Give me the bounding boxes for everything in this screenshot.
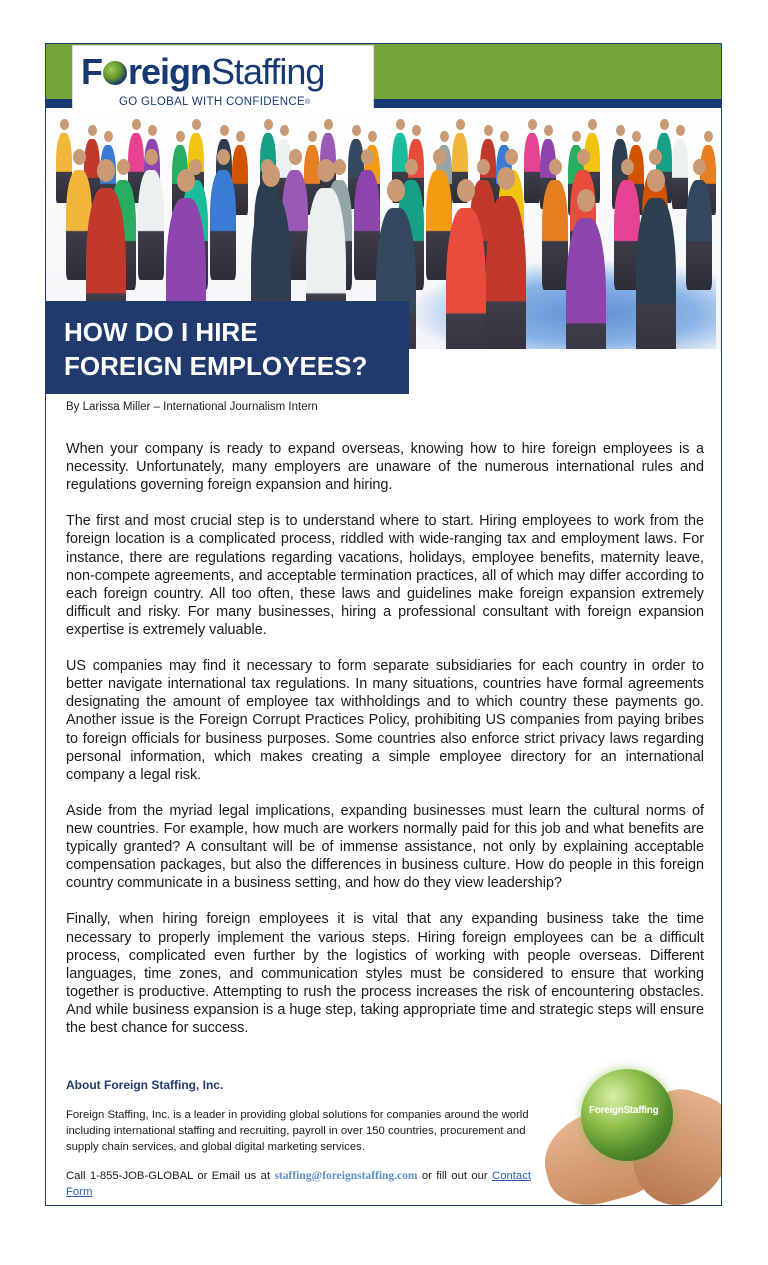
contact-line: Call 1-855-JOB-GLOBAL or Email us at staffing@foreignstaffing.com or fill out our Contact Form	[66, 1170, 531, 1198]
globe-logo-text: ForeignStaffing	[589, 1105, 659, 1116]
person-head	[177, 169, 195, 192]
person-head	[236, 131, 245, 142]
logo-tagline: GO GLOBAL WITH CONFIDENCE®	[119, 96, 311, 108]
person-head	[440, 131, 449, 142]
person-head	[505, 149, 518, 165]
logo-wordmark: F reignStaffing	[81, 51, 325, 92]
article-body	[66, 440, 704, 1055]
person-head	[457, 179, 475, 202]
hands-globe-image	[539, 1051, 722, 1206]
person-head	[368, 131, 377, 142]
glass-globe-icon	[581, 1069, 673, 1161]
person-head	[104, 131, 113, 142]
person-head	[217, 149, 230, 165]
person-head	[456, 119, 465, 130]
person-head	[632, 131, 641, 142]
person-head	[73, 149, 86, 165]
person-head	[387, 179, 405, 202]
person-head	[88, 125, 97, 136]
person-head	[117, 159, 130, 175]
person-head	[412, 125, 421, 136]
globe-icon	[103, 61, 127, 85]
person-head	[660, 119, 669, 130]
person-figure	[636, 198, 676, 349]
person-head	[148, 125, 157, 136]
paragraph: US companies may find it necessary to form separate subsidiaries for each country in order to better navigate international tax regulations. In many situations, countries have formal agreements designating the amount of employee tax withholdings and to which country these payments go. Another issue is the Foreign Corrupt Practices Policy, prohibiting US companies from paying bribes to foreign officials for business purposes. Some countries also enforce strict privacy laws regarding personal information, which makes creating a simple employee directory for an international company a legal risk.	[66, 658, 704, 783]
person-figure	[524, 133, 540, 203]
contact-form-link[interactable]: Contact Form	[66, 1170, 531, 1198]
person-head	[352, 125, 361, 136]
person-figure	[686, 180, 712, 290]
person-head	[220, 125, 229, 136]
person-head	[500, 131, 509, 142]
person-head	[145, 149, 158, 165]
person-head	[317, 159, 335, 182]
person-head	[192, 119, 201, 130]
person-head	[572, 131, 581, 142]
person-head	[132, 119, 141, 130]
email-link[interactable]: staffing@foreignstaffing.com	[274, 1170, 418, 1182]
person-head	[97, 159, 115, 182]
person-figure	[672, 139, 688, 209]
document-page	[45, 43, 722, 1206]
about-body: Foreign Staffing, Inc. is a leader in providing global solutions for companies around the world including international staffing and recruiting, payroll in over 150 countries, procurement and supply chain services, and global digital marketing services.	[66, 1109, 529, 1153]
person-head	[577, 189, 595, 212]
person-head	[647, 169, 665, 192]
person-head	[544, 125, 553, 136]
person-head	[405, 159, 418, 175]
paragraph: Finally, when hiring foreign employees it is vital that any expanding business take the time necessary to properly implement the various steps. Hiring foreign employees can be a difficult process, complicated even further by the logistics of working with people overseas. Different languages, time zones, and communication styles must be considered to ensure that working together is productive. Attempting to rush the process increases the risk of encountering obstacles. And while business expansion is a huge step, taking appropriate time and strategic steps will ensure the best chance for success.	[66, 911, 704, 1036]
person-head	[396, 119, 405, 130]
person-head	[549, 159, 562, 175]
person-head	[280, 125, 289, 136]
person-head	[676, 125, 685, 136]
person-head	[289, 149, 302, 165]
person-head	[433, 149, 446, 165]
person-head	[497, 167, 515, 190]
paragraph: Aside from the myriad legal implications, expanding businesses must learn the cultural norms of new countries. For example, how much are workers normally paid for this job and what benefits are typically granted? A consultant will be of immense assistance, not only by explaining acceptable compensation packages, but also the differences in business culture. How do people in this foreign country communicate in a business setting, and how do they view leadership?	[66, 802, 704, 892]
person-head	[324, 119, 333, 130]
person-figure	[138, 170, 164, 280]
about-heading: About Foreign Staffing, Inc.	[66, 1078, 224, 1092]
person-head	[528, 119, 537, 130]
person-head	[621, 159, 634, 175]
person-figure	[486, 196, 526, 349]
person-figure	[542, 180, 568, 290]
person-head	[693, 159, 706, 175]
person-head	[649, 149, 662, 165]
page-title: HOW DO I HIRE FOREIGN EMPLOYEES?	[64, 317, 368, 381]
person-head	[704, 131, 713, 142]
paragraph: When your company is ready to expand overseas, knowing how to hire foreign employees is a necessity. Unfortunately, many employers are unaware of the numerous international rules and regulations governing foreign expansion and hiring.	[66, 441, 704, 494]
person-head	[308, 131, 317, 142]
person-head	[577, 149, 590, 165]
person-figure	[566, 218, 606, 349]
person-head	[588, 119, 597, 130]
person-head	[264, 119, 273, 130]
person-head	[477, 159, 490, 175]
person-head	[484, 125, 493, 136]
person-head	[176, 131, 185, 142]
title-banner	[46, 301, 409, 394]
person-head	[361, 149, 374, 165]
person-head	[60, 119, 69, 130]
person-head	[262, 164, 280, 187]
byline: By Larissa Miller – International Journalism Intern	[66, 401, 318, 413]
person-head	[616, 125, 625, 136]
paragraph: The first and most crucial step is to understand where to start. Hiring employees to work from the foreign location is a complicated process, riddled with wide-ranging tax and employment laws. For instance, there are regulations regarding vacations, holidays, employee benefits, maternity leave, non-compete agreements, and acceptable termination practices, all of which may differ according to each foreign country. All too often, these laws and guidelines make foreign expansion extremely difficult and risky. For many businesses, hiring a professional consultant with foreign expansion expertise is extremely valuable.	[66, 513, 704, 638]
person-figure	[210, 170, 236, 280]
person-figure	[446, 208, 486, 349]
